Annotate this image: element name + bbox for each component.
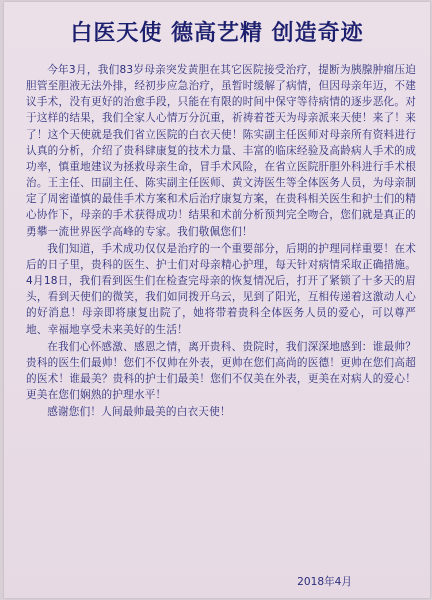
letter-title: 白医天使 德高艺精 创造奇迹 [70,20,364,46]
letter-paragraph: 在我们心怀感激、感恩之情，离开贵科、贵院时，我们深深地感到：谁最帅？贵科的医生们最帅！您们不仅帅在外表，更帅在您们高尚的医德！更帅在您们高超的医术！谁最美？贵科的护士们最美！您们不仅美在外表，更美在对病人的爱心！更美在您们娴熟的护理水平！ [26,340,416,402]
letter-sheet [4,2,430,598]
letter-date: 2018年4月 [297,576,352,588]
letter-paragraph: 我们知道，手术成功仅仅是治疗的一个重要部分，后期的护理同样重要！在术后的日子里，贵科的医生、护士们对母亲精心护理，每天针对病情采取正确措施。4月18日，我们看到医生们在检查完母亲的恢复情况后，打开了紧锁了十多天的眉头，看到天使们的微笑，我们如同拨开乌云，见到了阳光，互相传递着这激动人心的好消息！母亲即将康复出院了，她将带着贵科全体医务人员的爱心，可以尊严地、幸福地享受未来美好的生活！ [26,242,416,336]
letter-paragraph: 今年3月，我们83岁母亲突发黄胆在其它医院接受治疗，提断为胰腺肿瘤压迫胆管至胆液无法外排，经初步应急治疗，虽暂时缓解了病情，但因母亲年迈，不建议手术，没有更好的治愈手段，只能在有限的时间中保守等待病情的逐步恶化。对于这样的结果，我们全家人心情万分沉重，祈祷着苍天为母亲派来天使！来了！来了！这个天使就是我们省立医院的白衣天使！陈实副主任医师对母亲所有资料进行认真的分析，介绍了贵科肆康复的技术力量、丰富的临床经验及高龄病人手术的成功率，慎重地建议为拯救母亲生命，冒手术风险，在省立医院肝胆外科进行手术根治。王主任、田副主任、陈实副主任医师、黄文涛医生等全体医务人员，为母亲制定了周密谨慎的最佳手术方案和术后治疗康复方案，在贵科相关医生和护士们的精心协作下，母亲的手术获得成功！结果和术前分析预判完全吻合，您们就是真正的勇攀一流世界医学高峰的专家。我们敬佩您们！ [26,64,416,238]
letter-paragraph: 感谢您们！人间最帅最美的白衣天使！ [47,406,231,419]
letter-body [26,62,416,420]
